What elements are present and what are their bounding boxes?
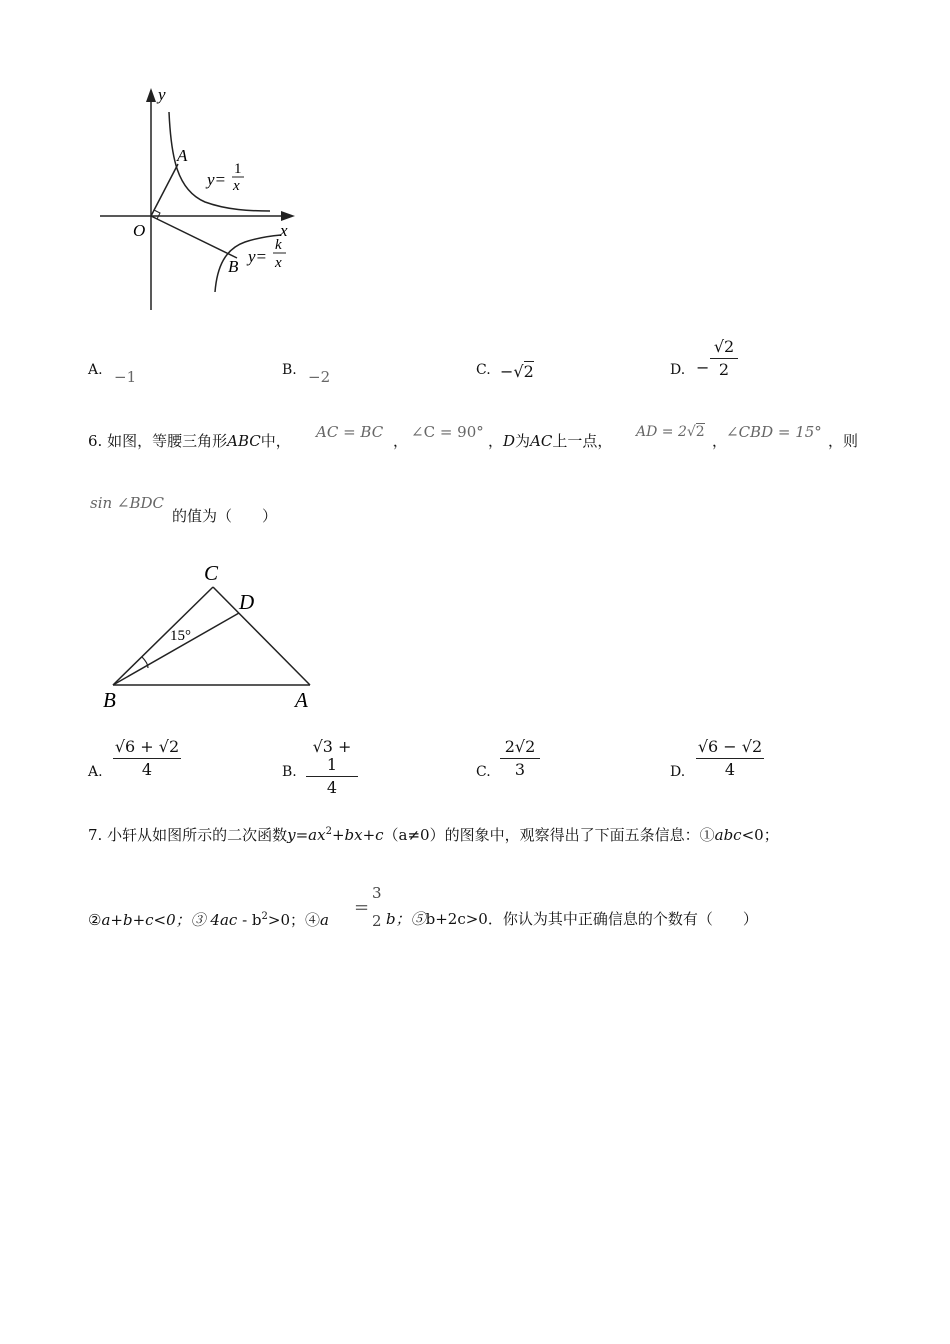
q5-option-a-value: −1 [114, 368, 137, 386]
q6-text: 如图，等腰三角形 [107, 432, 228, 450]
q6-stem-mid [488, 434, 612, 449]
q5-option-c-label: C. [476, 362, 491, 378]
q6-stem-line1 [88, 434, 291, 449]
q5-option-b-label: B. [282, 362, 297, 378]
q7-text: 小轩从如图所示的二次函数 [107, 826, 288, 844]
q6-option-d-den: 4 [724, 760, 736, 779]
q6-number: 6. [88, 432, 103, 450]
q6-option-b-fraction [306, 738, 358, 797]
q6-option-c-label: C. [476, 764, 491, 780]
q6-text: 中， [260, 432, 291, 450]
q6-option-a-label: A. [88, 764, 103, 780]
q6-option-c-den: 3 [514, 760, 526, 779]
q7-abc: abc [714, 826, 742, 844]
q7-info-5: b+2c>0．你认为其中正确信息的个数有（ ） [425, 910, 758, 928]
q7-circled-2: ② [88, 911, 102, 929]
q7-text: <0； [741, 826, 779, 844]
curve2-den: x [275, 255, 282, 271]
q6-text: 上一点， [552, 432, 613, 450]
q6-option-b-label: B. [282, 764, 297, 780]
q6-math-sin-bdc: sin ∠BDC [90, 494, 165, 512]
q6-math-angle-c: ∠C = 90° [411, 423, 484, 441]
q6-math-angle-cbd: ∠CBD = 15° [726, 423, 822, 441]
q6-option-c-num: 2√2 [504, 737, 536, 756]
q6-option-d-fraction [696, 738, 764, 779]
q6-text: ，则 [828, 432, 859, 450]
y-axis-label: y [158, 85, 166, 104]
q7-stem-line1 [88, 827, 779, 843]
q6-sep: ， [393, 432, 409, 450]
q6-question-tail: 的值为（ ） [172, 507, 278, 525]
point-a-label: A [177, 146, 188, 165]
sqrt-icon: √ [513, 362, 524, 381]
q7-exponent: 2 [261, 911, 268, 922]
x-axis-label: x [280, 221, 288, 240]
q6-option-b-den: 4 [326, 778, 338, 797]
q6-sep: ， [488, 432, 504, 450]
q7-text: 的图象中，观察得出了下面五条信息：① [444, 826, 715, 844]
q6-triangle-name: ABC [227, 432, 261, 450]
q6-math-ad [636, 424, 705, 440]
q6-option-a-num: √6 + √2 [114, 737, 180, 756]
q7-stem-line2-tail [386, 912, 758, 927]
curve1-num: 1 [234, 161, 242, 177]
q5-option-d-num: √2 [713, 337, 735, 356]
q5-option-d-den: 2 [718, 360, 730, 379]
q6-option-a-fraction [113, 738, 181, 779]
curve1-den: x [233, 178, 240, 194]
x-axis-arrow-icon [281, 211, 295, 221]
vertex-c-label: C [204, 561, 219, 585]
curve2-lhs: y= [248, 247, 268, 266]
q7-stem-line2 [88, 912, 329, 928]
vertex-b-label: B [103, 688, 116, 712]
q5-hyperbola-figure [95, 82, 310, 314]
origin-label: O [133, 221, 146, 240]
q7-info-2-3: a+b+c<0；③ 4ac [101, 911, 238, 929]
q6-point-d: D [503, 432, 516, 450]
point-b-label: B [228, 257, 239, 276]
q6-option-b-num: √3 + 1 [312, 737, 352, 774]
q5-option-c-value [500, 362, 534, 381]
q5-option-c-radicand: 2 [523, 362, 534, 381]
angle-label: 15° [170, 628, 191, 644]
q7-info-4: b；⑤ [386, 910, 426, 928]
q6-segment-ac: AC [530, 432, 553, 450]
vertex-d-label: D [239, 590, 255, 614]
q7-function: y=ax [287, 826, 326, 844]
q7-text: - b [237, 911, 262, 929]
q6-option-c-fraction [500, 738, 540, 779]
q7-condition: （a≠0） [383, 826, 445, 844]
vertex-a-label: A [295, 688, 308, 712]
q6-text: 为 [515, 432, 531, 450]
q7-frac-num: 3 [372, 884, 382, 902]
sqrt-icon: √ [686, 424, 696, 440]
q5-option-d-sign: − [696, 358, 710, 377]
q6-sep: ， [712, 432, 728, 450]
q5-option-c-sign: − [500, 362, 514, 381]
q5-option-d-label: D. [670, 362, 686, 378]
q7-number: 7. [88, 826, 103, 844]
q6-math-ad-lhs: AD = 2 [636, 424, 687, 440]
q6-option-a-den: 4 [141, 760, 153, 779]
side-ca [213, 587, 310, 685]
segment-oa [151, 164, 178, 216]
q7-frac-den: 2 [372, 912, 382, 930]
q7-var-a: a [320, 911, 329, 929]
q6-triangle-figure [98, 560, 328, 715]
y-axis-arrow-icon [146, 88, 156, 102]
q6-option-d-num: √6 − √2 [697, 737, 763, 756]
curve1-lhs: y= [207, 170, 227, 189]
q6-math-ad-radicand: 2 [695, 424, 705, 440]
q7-exponent: 2 [325, 826, 332, 837]
curve2-num: k [275, 237, 282, 253]
segment-ob [151, 216, 237, 258]
q5-option-a-label: A. [88, 362, 103, 378]
q6-math-ac-bc: AC = BC [316, 423, 384, 441]
q5-option-b-value: −2 [308, 368, 331, 386]
q5-option-d-fraction [710, 338, 738, 379]
q7-equals: = [354, 897, 370, 918]
q6-option-d-label: D. [670, 764, 686, 780]
q7-text: >0；④ [267, 911, 321, 929]
q7-function-rest: +bx+c [331, 826, 384, 844]
